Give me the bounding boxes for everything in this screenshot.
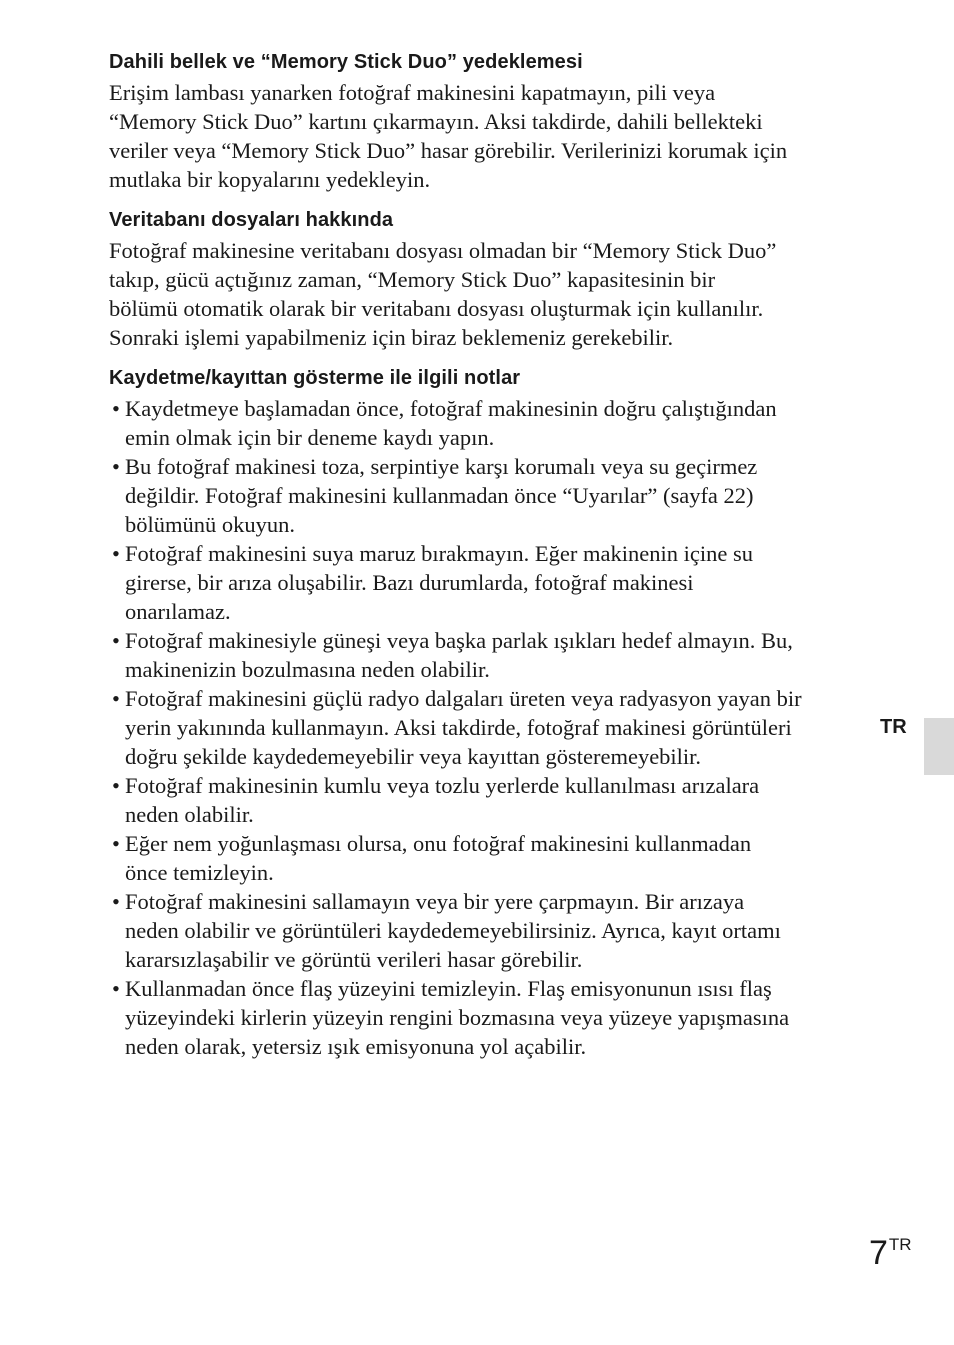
text-line: Kaydetmeye başlamadan önce, fotoğraf makinesinin doğru çalıştığından <box>125 396 777 421</box>
section-heading: Kaydetme/kayıttan gösterme ile ilgili notlar <box>109 367 521 389</box>
text-line: takıp, gücü açtığınız zaman, “Memory Stick Duo” kapasitesinin bir <box>109 267 716 292</box>
text-line: önce temizleyin. <box>125 860 274 885</box>
bullet-icon: • <box>112 686 120 711</box>
text-line: veriler veya “Memory Stick Duo” hasar görebilir. Verilerinizi korumak için <box>109 138 788 163</box>
section-body <box>109 78 861 194</box>
text-line: kararsızlaşabilir ve görüntü verileri hasar görebilir. <box>125 947 583 972</box>
text-line: Sonraki işlemi yapabilmeniz için biraz beklemeniz gerekebilir. <box>109 325 674 350</box>
text-line: Fotoğraf makinesiyle güneşi veya başka parlak ışıkları hedef almayın. Bu, <box>125 628 793 653</box>
text-line: yerin yakınında kullanmayın. Aksi takdirde, fotoğraf makinesi görüntüleri <box>125 715 792 740</box>
section-heading: Veritabanı dosyaları hakkında <box>109 209 394 231</box>
list-item <box>109 626 861 684</box>
list-item <box>109 771 861 829</box>
text-line: doğru şekilde kaydedemeyebilir veya kayıttan gösteremeyebilir. <box>125 744 702 769</box>
text-line: Erişim lambası yanarken fotoğraf makinesini kapatmayın, pili veya <box>109 80 716 105</box>
text-line: neden olarak, yetersiz ışık emisyonuna yol açabilir. <box>125 1034 587 1059</box>
bullet-icon: • <box>112 396 120 421</box>
text-line: makinenizin bozulmasına neden olabilir. <box>125 657 490 682</box>
text-line: Fotoğraf makinesinin kumlu veya tozlu yerlerde kullanılması arızalara <box>125 773 760 798</box>
text-line: Fotoğraf makinesini güçlü radyo dalgaları üreten veya radyasyon yayan bir <box>125 686 802 711</box>
text-line: onarılamaz. <box>125 599 231 624</box>
bullet-icon: • <box>112 773 120 798</box>
section-memory-backup <box>109 48 861 194</box>
text-line: Bu fotoğraf makinesi toza, serpintiye karşı korumalı veya su geçirmez <box>125 454 758 479</box>
page-number-value: 7 <box>869 1234 888 1272</box>
bullet-icon: • <box>112 831 120 856</box>
section-heading: Dahili bellek ve “Memory Stick Duo” yedeklemesi <box>109 51 583 73</box>
language-label: TR <box>880 716 907 738</box>
section-body <box>109 236 861 352</box>
bullet-icon: • <box>112 541 120 566</box>
list-item <box>109 887 861 974</box>
language-tab-marker <box>924 718 954 775</box>
list-item <box>109 684 861 771</box>
page-number-suffix: TR <box>888 1235 912 1254</box>
text-line: mutlaka bir kopyalarını yedekleyin. <box>109 167 431 192</box>
text-line: değildir. Fotoğraf makinesini kullanmadan önce “Uyarılar” (sayfa 22) <box>125 483 754 508</box>
text-line: “Memory Stick Duo” kartını çıkarmayın. Aksi takdirde, dahili bellekteki <box>109 109 763 134</box>
text-line: neden olabilir. <box>125 802 254 827</box>
list-item <box>109 394 861 452</box>
bullet-icon: • <box>112 976 120 1001</box>
text-line: neden olabilir ve görüntüleri kaydedemeyebilirsiniz. Ayrıca, kayıt ortamı <box>125 918 781 943</box>
bullet-icon: • <box>112 889 120 914</box>
bullet-icon: • <box>112 628 120 653</box>
text-line: bölümü otomatik olarak bir veritabanı dosyası oluşturmak için kullanılır. <box>109 296 764 321</box>
text-line: Fotoğraf makinesini sallamayın veya bir yere çarpmayın. Bir arızaya <box>125 889 745 914</box>
page-content <box>109 48 861 1073</box>
list-item <box>109 452 861 539</box>
list-item <box>109 539 861 626</box>
text-line: Fotoğraf makinesine veritabanı dosyası olmadan bir “Memory Stick Duo” <box>109 238 777 263</box>
text-line: Eğer nem yoğunlaşması olursa, onu fotoğraf makinesini kullanmadan <box>125 831 752 856</box>
section-database-files <box>109 206 861 352</box>
text-line: emin olmak için bir deneme kaydı yapın. <box>125 425 495 450</box>
text-line: Kullanmadan önce flaş yüzeyini temizleyin. Flaş emisyonunun ısısı flaş <box>125 976 772 1001</box>
text-line: yüzeyindeki kirlerin yüzeyin rengini bozmasına veya yüzeye yapışmasına <box>125 1005 790 1030</box>
page-number <box>869 1234 912 1273</box>
list-item <box>109 829 861 887</box>
text-line: bölümünü okuyun. <box>125 512 296 537</box>
bullet-icon: • <box>112 454 120 479</box>
section-recording-notes <box>109 364 861 1061</box>
list-item <box>109 974 861 1061</box>
text-line: Fotoğraf makinesini suya maruz bırakmayın. Eğer makinenin içine su <box>125 541 753 566</box>
text-line: girerse, bir arıza oluşabilir. Bazı durumlarda, fotoğraf makinesi <box>125 570 694 595</box>
bullet-list <box>109 394 861 1061</box>
